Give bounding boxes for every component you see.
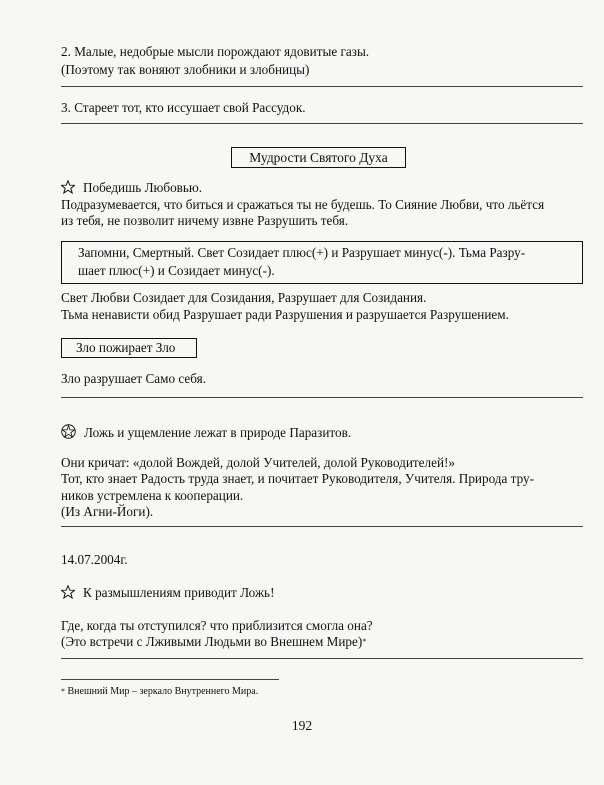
block-2-heading: Ложь и ущемление лежат в природе Паразитов. (84, 425, 352, 440)
light-love-line-2: Тьма ненависти обид Разрушает ради Разрушения и разрушается Разрушением. (61, 307, 509, 322)
divider (61, 86, 583, 87)
star-icon (61, 180, 75, 194)
block-3-line-2-row (61, 634, 366, 650)
footnote-mark: * (61, 687, 65, 696)
divider (61, 123, 583, 124)
block-3-line-1: Где, когда ты отступился? что приблизится смогла она? (61, 618, 373, 633)
star-icon (61, 585, 75, 599)
block-3-line-2: (Это встречи с Лживыми Людьми во Внешнем Мире) (61, 634, 363, 649)
item-3: 3. Стареет тот, кто иссушает свой Рассудок. (61, 100, 306, 115)
block-1-heading-row (61, 180, 202, 196)
footnote-rule (61, 679, 279, 680)
divider (61, 658, 583, 659)
item-2-line-1: 2. Малые, недобрые мысли порождают ядовитые газы. (61, 44, 370, 59)
remember-line-1: Запомни, Смертный. Свет Созидает плюс(+) и Разрушает минус(-). Тьма Разру- (78, 245, 526, 260)
footnote-reference: * (362, 637, 367, 646)
block-2-line-2: Тот, кто знает Радость труда знает, и почитает Руководителя, Учителя. Природа тру- (61, 471, 534, 486)
evil-text: Зло разрушает Само себя. (61, 371, 206, 386)
divider (61, 526, 583, 527)
footnote-text: Внешний Мир – зеркало Внутреннего Мира. (67, 686, 259, 697)
section-title: Мудрости Святого Духа (249, 150, 388, 165)
block-2-line-4: (Из Агни-Йоги). (61, 504, 154, 519)
item-2-line-2: (Поэтому так воняют злобники и злобницы) (61, 62, 310, 77)
pentacle-icon (61, 424, 76, 439)
block-1-heading: Победишь Любовью. (83, 180, 203, 195)
remember-line-2: шает плюс(+) и Созидает минус(-). (78, 263, 275, 278)
section-title-box (231, 147, 406, 168)
block-2-line-3: ников устремлена к кооперации. (61, 488, 244, 503)
light-love-line-1: Свет Любви Созидает для Созидания, Разрушает для Созидания. (61, 290, 427, 305)
remember-box (61, 241, 583, 284)
evil-box-label: Зло пожирает Зло (76, 340, 176, 355)
page-number: 192 (291, 718, 313, 733)
block-2-heading-row (61, 424, 351, 441)
footnote-row (61, 686, 258, 698)
block-3-heading-row (61, 585, 274, 601)
evil-box (61, 338, 197, 358)
block-1-paragraph-line-1: Подразумевается, что биться и сражаться ты не будешь. То Сияние Любви, что льётся (61, 197, 545, 212)
block-3-heading: К размышлениям приводит Ложь! (83, 585, 275, 600)
date: 14.07.2004г. (61, 552, 128, 567)
block-2-line-1: Они кричат: «долой Вождей, долой Учителей, долой Руководителей!» (61, 455, 456, 470)
block-1-paragraph-line-2: из тебя, не позволит ничему извне Разрушить тебя. (61, 213, 349, 228)
divider (61, 397, 583, 398)
